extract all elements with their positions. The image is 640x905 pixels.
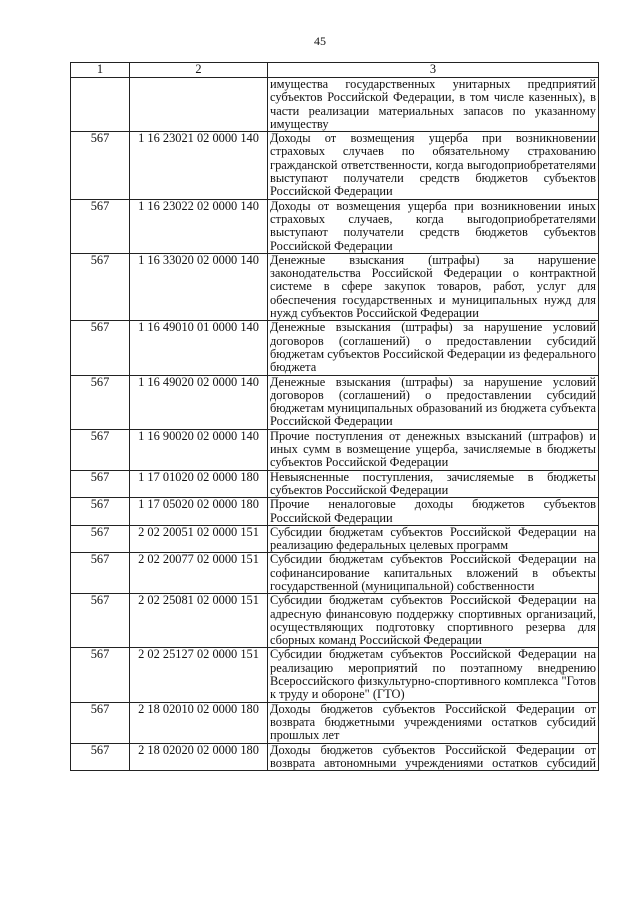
budget-code-cell: 2 18 02010 02 0000 180 [130,702,268,743]
description-cell: имущества государственных унитарных предприятий субъектов Российской Федерации, в том числе казенных), в части реализации материальных запасов по указанному имуществу [268,78,599,132]
description-cell: Доходы бюджетов субъектов Российской Федерации от возврата бюджетными учреждениями остатков субсидий прошлых лет [268,702,599,743]
column-header-1: 1 [71,63,130,78]
table-row [71,743,599,771]
budget-code-cell: 1 16 33020 02 0000 140 [130,253,268,320]
column-header-3: 3 [268,63,599,78]
admin-code-cell: 567 [71,132,130,199]
admin-code-cell: 567 [71,199,130,253]
income-codes-table [70,62,599,771]
admin-code-cell: 567 [71,253,130,320]
admin-code-cell: 567 [71,594,130,648]
budget-code-cell: 2 02 20051 02 0000 151 [130,525,268,553]
table-row [71,702,599,743]
page-number: 45 [314,34,326,48]
table-header-row [71,63,599,78]
table-row [71,594,599,648]
description-cell: Денежные взыскания (штрафы) за нарушение законодательства Российской Федерации о контрактной системе в сфере закупок товаров, работ, услуг для обеспечения государственных и муниципальных нужд для нужд субъектов Российской Федерации [268,253,599,320]
table-row [71,78,599,132]
budget-code-cell: 1 16 49010 01 0000 140 [130,321,268,375]
budget-code-cell: 1 17 01020 02 0000 180 [130,470,268,498]
budget-code-cell: 1 16 49020 02 0000 140 [130,375,268,429]
budget-code-cell: 1 16 23022 02 0000 140 [130,199,268,253]
description-cell: Денежные взыскания (штрафы) за нарушение условий договоров (соглашений) о предоставлении субсидий бюджетам субъектов Российской Федерации из федерального бюджета [268,321,599,375]
description-cell: Доходы от возмещения ущерба при возникновении иных страховых случаев, когда выгодоприобретателями выступают получатели средств бюджетов субъектов Российской Федерации [268,199,599,253]
column-header-2: 2 [130,63,268,78]
budget-code-cell [130,78,268,132]
table-row [71,199,599,253]
table-row [71,498,599,526]
budget-code-cell: 1 16 90020 02 0000 140 [130,429,268,470]
description-cell: Субсидии бюджетам субъектов Российской Федерации на реализацию федеральных целевых программ [268,525,599,553]
admin-code-cell: 567 [71,498,130,526]
admin-code-cell: 567 [71,375,130,429]
admin-code-cell: 567 [71,321,130,375]
table-row [71,321,599,375]
budget-code-cell: 1 17 05020 02 0000 180 [130,498,268,526]
table-row [71,253,599,320]
description-cell: Доходы бюджетов субъектов Российской Федерации от возврата автономными учреждениями остатков субсидий [268,743,599,771]
table-row [71,470,599,498]
description-cell: Невыясненные поступления, зачисляемые в бюджеты субъектов Российской Федерации [268,470,599,498]
description-cell: Субсидии бюджетам субъектов Российской Федерации на реализацию мероприятий по поэтапному внедрению Всероссийского физкультурно-спортивного комплекса "Готов к труду и обороне" (ГТО) [268,648,599,702]
description-cell: Прочие неналоговые доходы бюджетов субъектов Российской Федерации [268,498,599,526]
description-cell: Субсидии бюджетам субъектов Российской Федерации на софинансирование капитальных вложений в объекты государственной (муниципальной) собственности [268,553,599,594]
admin-code-cell: 567 [71,553,130,594]
table-row [71,648,599,702]
budget-code-cell: 2 02 20077 02 0000 151 [130,553,268,594]
admin-code-cell: 567 [71,429,130,470]
budget-code-cell: 2 02 25081 02 0000 151 [130,594,268,648]
description-cell: Прочие поступления от денежных взысканий (штрафов) и иных сумм в возмещение ущерба, зачисляемые в бюджеты субъектов Российской Федерации [268,429,599,470]
description-cell: Доходы от возмещения ущерба при возникновении страховых случаев по обязательному страхованию гражданской ответственности, когда выгодоприобретателями выступают получатели средств бюджетов субъектов Российской Федерации [268,132,599,199]
description-cell: Субсидии бюджетам субъектов Российской Федерации на адресную финансовую поддержку спортивных организаций, осуществляющих подготовку спортивного резерва для сборных команд Российской Федерации [268,594,599,648]
admin-code-cell: 567 [71,743,130,771]
admin-code-cell [71,78,130,132]
budget-code-cell: 2 02 25127 02 0000 151 [130,648,268,702]
budget-code-cell: 1 16 23021 02 0000 140 [130,132,268,199]
admin-code-cell: 567 [71,648,130,702]
table-row [71,375,599,429]
table-row [71,553,599,594]
admin-code-cell: 567 [71,525,130,553]
admin-code-cell: 567 [71,470,130,498]
admin-code-cell: 567 [71,702,130,743]
budget-code-cell: 2 18 02020 02 0000 180 [130,743,268,771]
table-row [71,132,599,199]
table-row [71,525,599,553]
table-row [71,429,599,470]
description-cell: Денежные взыскания (штрафы) за нарушение условий договоров (соглашений) о предоставлении субсидий бюджетам муниципальных образований из бюджета субъекта Российской Федерации [268,375,599,429]
